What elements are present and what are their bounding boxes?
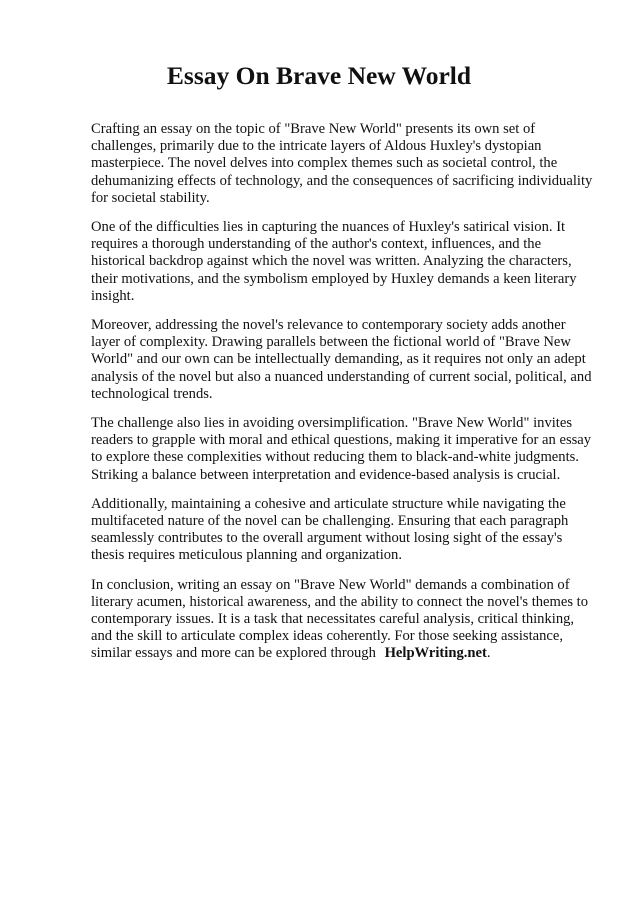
- paragraph-satire: One of the difficulties lies in capturing the nuances of Huxley's satirical vision. It requires a thorough understanding of the author's context, influences, and the historical backdrop against which the novel was written. Analyzing the characters, their motivations, and the symbolism employed by Huxley demands a keen literary insight.: [91, 219, 577, 304]
- paragraph-relevance: Moreover, addressing the novel's relevance to contemporary society adds another layer of complexity. Drawing parallels between the fictional world of "Brave New World" and our own can be intellectually demanding, as it requires not only an adept analysis of the novel but also a nuanced understanding of current social, political, and technological trends.: [91, 317, 592, 402]
- page-title: Essay On Brave New World: [166, 61, 472, 90]
- paragraph-structure: Additionally, maintaining a cohesive and articulate structure while navigating the multifaceted nature of the novel can be challenging. Ensuring that each paragraph seamlessly contributes to the overall argument without losing sight of the essay's thesis requires meticulous planning and organization.: [91, 495, 569, 564]
- conclusion-text: In conclusion, writing an essay on "Brave New World" demands a combination of literary acumen, historical awareness, and the ability to connect the novel's themes to contemporary issues. It is a task that necessitates careful analysis, critical thinking, and the skill to articulate complex ideas coherently. For those seeking assistance, similar essays and more can be explored through: [91, 576, 589, 662]
- helpwriting-link[interactable]: HelpWriting.net: [384, 645, 487, 662]
- paragraph-oversimplification: The challenge also lies in avoiding oversimplification. "Brave New World" invites readers to grapple with moral and ethical questions, making it imperative for an essay to explore these complexities without reducing them to black-and-white judgments. Striking a balance between interpretation and evidence-based analysis is crucial.: [91, 415, 592, 483]
- paragraph-intro: Crafting an essay on the topic of "Brave New World" presents its own set of challenges, primarily due to the intricate layers of Aldous Huxley's dystopian masterpiece. The novel delves into complex themes such as societal control, the dehumanizing effects of technology, and the consequences of sacrificing individuality for societal stability.: [91, 121, 593, 206]
- conclusion-period: .: [486, 645, 491, 662]
- paragraph-conclusion: [91, 577, 597, 663]
- essay-body: [91, 121, 597, 675]
